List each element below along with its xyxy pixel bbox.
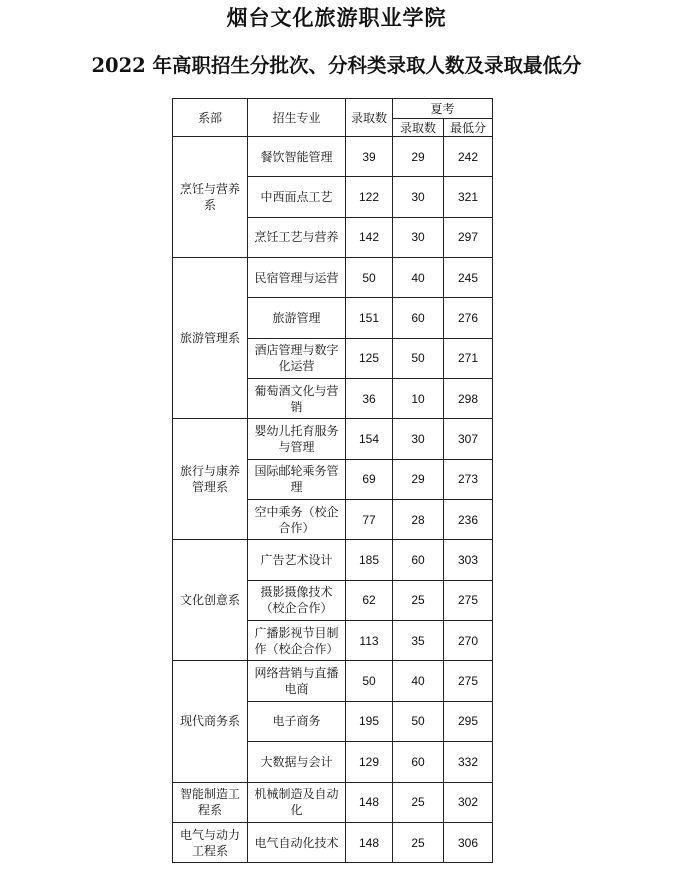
summer-admitted-cell: 60	[393, 298, 444, 338]
major-cell: 民宿管理与运营	[248, 258, 346, 298]
admitted-cell: 113	[346, 621, 393, 661]
admitted-cell: 39	[346, 137, 393, 177]
min-score-cell: 321	[444, 177, 493, 217]
admitted-cell: 154	[346, 419, 393, 459]
table-row	[173, 137, 493, 177]
summer-admitted-cell: 30	[393, 419, 444, 459]
department-cell: 智能制造工程系	[173, 782, 248, 822]
min-score-cell: 332	[444, 742, 493, 782]
summer-admitted-cell: 25	[393, 822, 444, 862]
table-row	[173, 782, 493, 822]
column-header-department: 系部	[173, 99, 248, 137]
min-score-cell: 307	[444, 419, 493, 459]
major-cell: 婴幼儿托育服务与管理	[248, 419, 346, 459]
summer-admitted-cell: 40	[393, 661, 444, 701]
major-cell: 电气自动化技术	[248, 822, 346, 862]
min-score-cell: 271	[444, 338, 493, 378]
page-subtitle: 2022 年高职招生分批次、分科类录取人数及录取最低分	[91, 54, 582, 77]
department-cell: 现代商务系	[173, 661, 248, 782]
admitted-cell: 125	[346, 338, 393, 378]
admitted-cell: 69	[346, 459, 393, 499]
admitted-cell: 36	[346, 379, 393, 419]
min-score-cell: 306	[444, 822, 493, 862]
min-score-cell: 242	[444, 137, 493, 177]
summer-admitted-cell: 29	[393, 137, 444, 177]
major-cell: 酒店管理与数字化运营	[248, 338, 346, 378]
admitted-cell: 142	[346, 217, 393, 257]
min-score-cell: 275	[444, 661, 493, 701]
major-cell: 国际邮轮乘务管理	[248, 459, 346, 499]
min-score-cell: 295	[444, 701, 493, 741]
summer-admitted-cell: 40	[393, 258, 444, 298]
admitted-cell: 50	[346, 661, 393, 701]
major-cell: 广播影视节目制作（校企合作）	[248, 621, 346, 661]
summer-admitted-cell: 10	[393, 379, 444, 419]
summer-admitted-cell: 25	[393, 580, 444, 620]
admitted-cell: 122	[346, 177, 393, 217]
summer-admitted-cell: 50	[393, 701, 444, 741]
department-cell: 文化创意系	[173, 540, 248, 661]
admitted-cell: 185	[346, 540, 393, 580]
min-score-cell: 236	[444, 500, 493, 540]
min-score-cell: 303	[444, 540, 493, 580]
summer-admitted-cell: 30	[393, 217, 444, 257]
column-header-summer-admitted: 录取数	[393, 119, 444, 137]
column-header-min-score: 最低分	[444, 119, 493, 137]
summer-admitted-cell: 30	[393, 177, 444, 217]
admitted-cell: 77	[346, 500, 393, 540]
admitted-cell: 50	[346, 258, 393, 298]
admitted-cell: 148	[346, 782, 393, 822]
school-title: 烟台文化旅游职业学院	[226, 5, 447, 30]
column-header-admitted: 录取数	[346, 99, 393, 137]
min-score-cell: 275	[444, 580, 493, 620]
summer-admitted-cell: 50	[393, 338, 444, 378]
department-cell: 旅游管理系	[173, 258, 248, 419]
major-cell: 摄影摄像技术（校企合作）	[248, 580, 346, 620]
major-cell: 旅游管理	[248, 298, 346, 338]
major-cell: 大数据与会计	[248, 742, 346, 782]
table-row	[173, 822, 493, 862]
major-cell: 网络营销与直播电商	[248, 661, 346, 701]
major-cell: 空中乘务（校企合作）	[248, 500, 346, 540]
admitted-cell: 62	[346, 580, 393, 620]
table-row	[173, 540, 493, 580]
admitted-cell: 129	[346, 742, 393, 782]
admitted-cell: 195	[346, 701, 393, 741]
major-cell: 烹饪工艺与营养	[248, 217, 346, 257]
admitted-cell: 148	[346, 822, 393, 862]
min-score-cell: 245	[444, 258, 493, 298]
summer-admitted-cell: 35	[393, 621, 444, 661]
major-cell: 广告艺术设计	[248, 540, 346, 580]
summer-admitted-cell: 60	[393, 742, 444, 782]
admitted-cell: 151	[346, 298, 393, 338]
table-body	[173, 137, 493, 863]
table-row	[173, 258, 493, 298]
min-score-cell: 273	[444, 459, 493, 499]
major-cell: 机械制造及自动化	[248, 782, 346, 822]
min-score-cell: 298	[444, 379, 493, 419]
table-row	[173, 419, 493, 459]
min-score-cell: 276	[444, 298, 493, 338]
major-cell: 餐饮智能管理	[248, 137, 346, 177]
department-cell: 电气与动力工程系	[173, 822, 248, 862]
column-header-summer-exam: 夏考	[393, 99, 493, 119]
department-cell: 旅行与康养管理系	[173, 419, 248, 540]
summer-admitted-cell: 29	[393, 459, 444, 499]
summer-admitted-cell: 25	[393, 782, 444, 822]
min-score-cell: 297	[444, 217, 493, 257]
summer-admitted-cell: 60	[393, 540, 444, 580]
min-score-cell: 302	[444, 782, 493, 822]
major-cell: 葡萄酒文化与营销	[248, 379, 346, 419]
min-score-cell: 270	[444, 621, 493, 661]
admission-table	[172, 98, 493, 863]
major-cell: 电子商务	[248, 701, 346, 741]
summer-admitted-cell: 28	[393, 500, 444, 540]
column-header-major: 招生专业	[248, 99, 346, 137]
department-cell: 烹饪与营养系	[173, 137, 248, 258]
major-cell: 中西面点工艺	[248, 177, 346, 217]
table-row	[173, 661, 493, 701]
